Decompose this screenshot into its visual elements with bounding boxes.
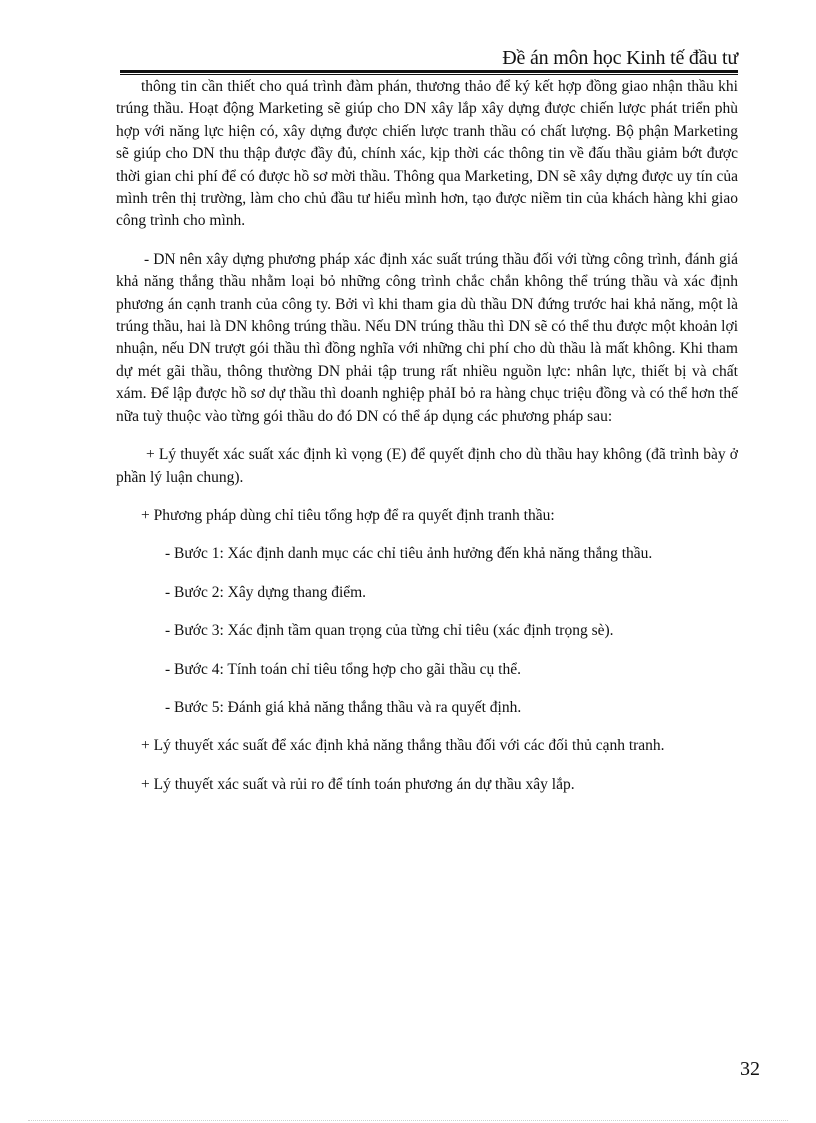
paragraph-probability-method: - DN nên xây dựng phương pháp xác định xác suất trúng thầu đối với từng công trình, đánh giá khả năng thắng thầu nhằm loại bỏ những công trình chắc chắn không thể trúng thầu và xác định phương án cạnh tranh của công ty. Bởi vì khi tham gia dù thầu DN đứng trước hai khả năng, một là trúng thầu, hai là DN không trúng thầu. Nếu DN trúng thầu thì DN sẽ có thể thu được một khoản lợi nhuận, nếu DN trượt gói thầu thì đồng nghĩa với những chi phí cho dù thầu là mất không. Khi tham dự mét gãi thầu, thông thường DN phải tập trung rất nhiều nguồn lực: nhân lực, thiết bị và chất xám. Để lập được hồ sơ dự thầu thì doanh nghiệp phảI bỏ ra hàng chục triệu đồng và có thể hơn thế nữa tuỳ thuộc vào từng gói thầu do đó DN có thể áp dụng các phương pháp sau:: [116, 250, 738, 425]
page-number: 32: [740, 1058, 760, 1080]
paragraph-composite-indicator: + Phương pháp dùng chỉ tiêu tổng hợp để ra quyết định tranh thầu:: [141, 506, 555, 524]
list-item-step-3: - Bước 3: Xác định tầm quan trọng của từng chỉ tiêu (xác định trọng sè).: [165, 622, 614, 640]
header-rule-thin: [120, 74, 738, 75]
header-title: Đề án môn học Kinh tế đầu tư: [502, 47, 738, 69]
paragraph-risk-theory: + Lý thuyết xác suất và rủi ro để tính toán phương án dự thầu xây lắp.: [141, 775, 575, 793]
document-body: [116, 76, 738, 796]
paragraph-marketing: thông tin cần thiết cho quá trình đàm phán, thương thảo để ký kết hợp đồng giao nhận thầu khi trúng thầu. Hoạt động Marketing sẽ giúp cho DN xây lắp xây dựng được chiến lược phát triển phù hợp với năng lực hiện có, xây dựng được chiến lược tranh thầu có chất lượng. Bộ phận Marketing sẽ giúp cho DN thu thập được đầy đủ, chính xác, kịp thời các thông tin về đấu thầu giảm bớt được thời gian chi phí để có được hồ sơ mời thầu. Thông qua Marketing, DN sẽ xây dựng được uy tín của mình trên thị trường, làm cho chủ đầu tư hiểu mình hơn, tạo được niềm tin của khách hàng khi giao công trình cho mình.: [116, 78, 738, 230]
footer-dotted-line: [28, 1120, 788, 1121]
list-item-step-5: - Bước 5: Đánh giá khả năng thắng thầu và ra quyết định.: [165, 698, 522, 716]
list-item-step-4: - Bước 4: Tính toán chỉ tiêu tổng hợp cho gãi thầu cụ thể.: [165, 660, 521, 678]
paragraph-competitor-probability: + Lý thuyết xác suất để xác định khả năng thắng thầu đối với các đối thủ cạnh tranh.: [141, 737, 665, 755]
list-item-step-2: - Bước 2: Xây dựng thang điểm.: [165, 583, 367, 601]
header-rule-thick: [120, 70, 738, 73]
paragraph-expectation-theory: + Lý thuyết xác suất xác định kì vọng (E) để quyết định cho dù thầu hay không (đã trình bày ở phần lý luận chung).: [116, 446, 738, 486]
list-item-step-1: - Bước 1: Xác định danh mục các chỉ tiêu ảnh hưởng đến khả năng thắng thầu.: [165, 545, 653, 563]
